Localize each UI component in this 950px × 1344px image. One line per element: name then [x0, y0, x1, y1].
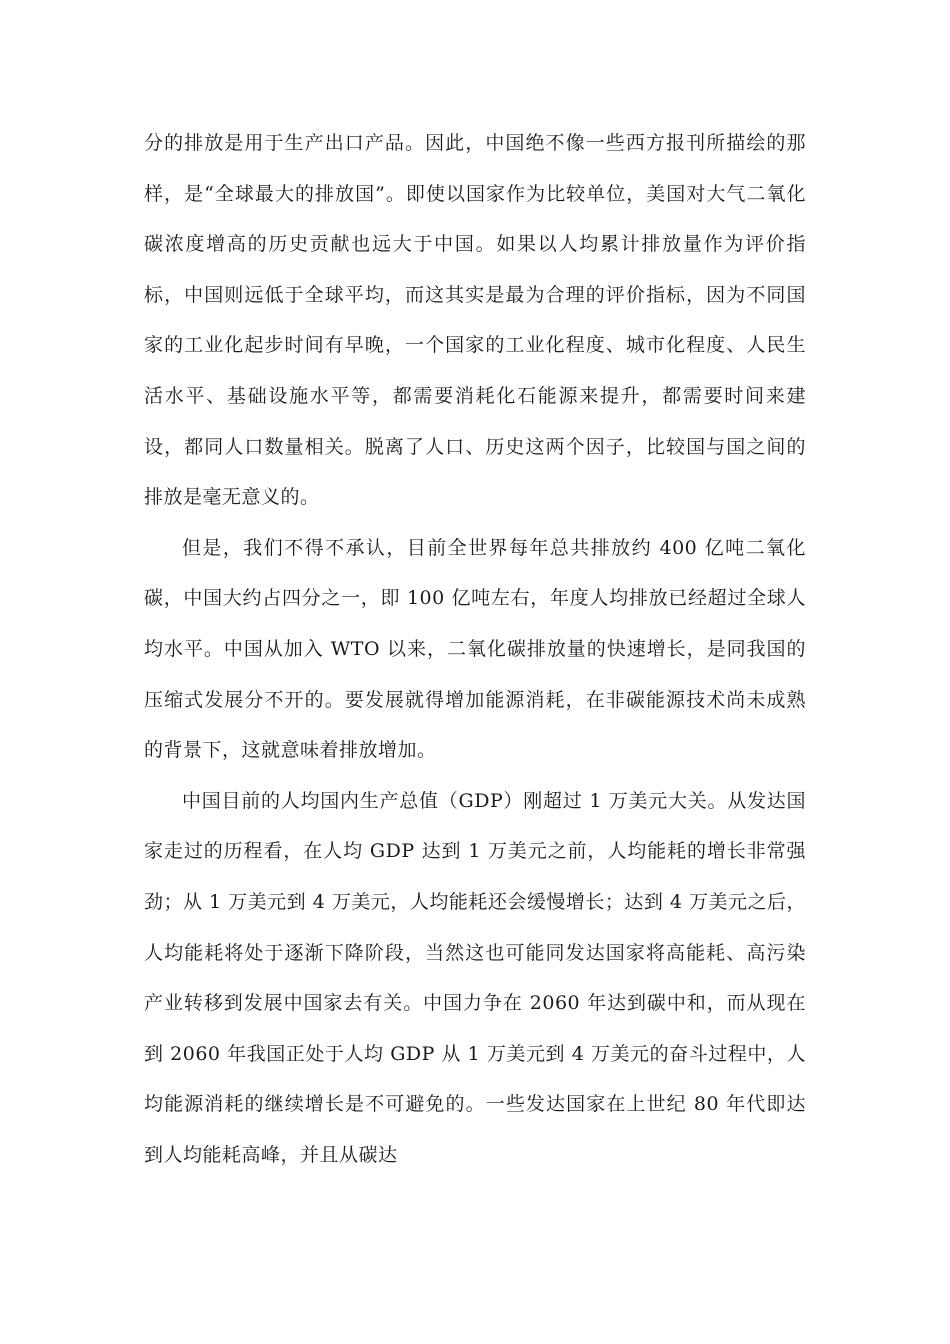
paragraph-3: 中国目前的人均国内生产总值（GDP）刚超过 1 万美元大关。从发达国家走过的历程看，在人均 GDP 达到 1 万美元之前，人均能耗的增长非常强劲；从 1 万美元到 4 万美元，人均能耗还会缓慢增长；达到 4 万美元之后，人均能耗将处于逐渐下降阶段，当然这也可能同发达国家将高能耗、高污染产业转移到发展中国家去有关。中国力争在 2060 年达到碳中和，而从现在到 2060 年我国正处于人均 GDP 从 1 万美元到 4 万美元的奋斗过程中，人均能源消耗的继续增长是不可避免的。一些发达国家在上世纪 80 年代即达到人均能耗高峰，并且从碳达	[144, 789, 807, 1166]
paragraph-1: 分的排放是用于生产出口产品。因此，中国绝不像一些西方报刊所描绘的那样，是“全球最大的排放国”。即使以国家作为比较单位，美国对大气二氧化碳浓度增高的历史贡献也远大于中国。如果以人均累计排放量作为评价指标，中国则远低于全球平均，而这其实是最为合理的评价指标，因为不同国家的工业化起步时间有早晚，一个国家的工业化程度、城市化程度、人民生活水平、基础设施水平等，都需要消耗化石能源来提升，都需要时间来建设，都同人口数量相关。脱离了人口、历史这两个因子，比较国与国之间的排放是毫无意义的。	[144, 132, 806, 509]
paragraph-2: 但是，我们不得不承认，目前全世界每年总共排放约 400 亿吨二氧化碳，中国大约占四分之一，即 100 亿吨左右，年度人均排放已经超过全球人均水平。中国从加入 WTO 以来，二氧化碳排放量的快速增长，是同我国的压缩式发展分不开的。要发展就得增加能源消耗，在非碳能源技术尚未成熟的背景下，这就意味着排放增加。	[144, 536, 806, 762]
body-text	[144, 118, 806, 1180]
